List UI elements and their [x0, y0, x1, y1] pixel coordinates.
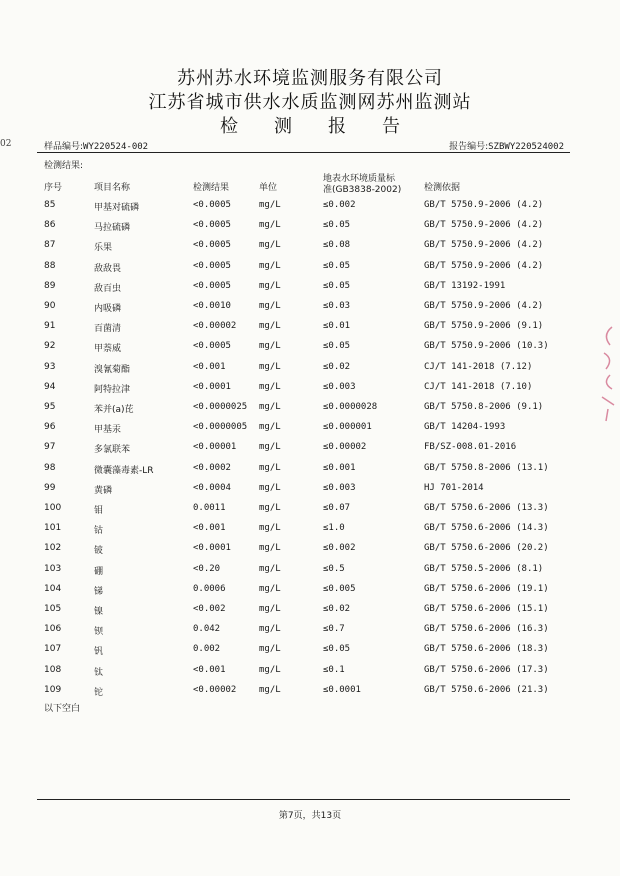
row-result: <0.0005	[193, 260, 231, 271]
row-unit: mg/L	[259, 684, 281, 695]
row-item-name: 乐果	[94, 243, 113, 254]
row-item-name: 百菌清	[94, 324, 122, 335]
table-row	[0, 624, 620, 644]
row-result: <0.0001	[193, 543, 231, 554]
results-label: 检测结果:	[44, 161, 84, 171]
table-row	[0, 483, 620, 503]
row-result: <0.20	[193, 563, 221, 574]
row-result: <0.0004	[193, 482, 231, 493]
row-basis: GB/T 5750.6-2006 (18.3)	[424, 644, 549, 655]
table-row	[0, 261, 620, 281]
row-basis: GB/T 5750.6-2006 (20.2)	[424, 543, 549, 554]
row-standard: ≤0.003	[323, 482, 356, 493]
table-row	[0, 362, 620, 382]
row-unit: mg/L	[259, 523, 281, 534]
row-standard: ≤0.003	[323, 381, 356, 392]
row-unit: mg/L	[259, 280, 281, 291]
col-header-standard-line1: 地表水环境质量标	[323, 174, 396, 184]
row-unit: mg/L	[259, 624, 281, 635]
row-basis: GB/T 5750.9-2006 (4.2)	[424, 301, 544, 311]
row-number: 91	[44, 321, 56, 332]
row-number: 90	[44, 301, 56, 311]
row-item-name: 钒	[94, 647, 104, 658]
row-number: 87	[44, 240, 56, 251]
row-basis: GB/T 14204-1993	[424, 422, 506, 433]
row-unit: mg/L	[259, 200, 281, 210]
table-row	[0, 685, 620, 705]
row-number: 104	[44, 583, 62, 594]
table-row	[0, 200, 620, 220]
table-row	[0, 644, 620, 664]
row-basis: FB/SZ-008.01-2016	[424, 442, 517, 453]
row-item-name: 溴氰菊酯	[94, 364, 131, 375]
page-footer: 第7页，共13页	[278, 811, 342, 821]
row-standard: ≤0.08	[323, 240, 351, 251]
row-basis: GB/T 5750.6-2006 (21.3)	[424, 684, 549, 695]
row-item-name: 锑	[94, 586, 104, 597]
row-result: <0.0005	[193, 240, 231, 251]
col-header-no: 序号	[44, 183, 63, 193]
row-standard: ≤0.002	[323, 543, 356, 554]
row-result: <0.0000005	[193, 422, 248, 433]
col-header-basis: 检测依据	[424, 183, 461, 193]
row-basis: GB/T 5750.9-2006 (9.1)	[424, 321, 544, 332]
row-standard: ≤0.02	[323, 604, 351, 614]
row-item-name: 微囊藻毒素-LR	[94, 465, 154, 476]
row-unit: mg/L	[259, 422, 281, 433]
row-number: 85	[44, 200, 56, 210]
row-number: 98	[44, 462, 56, 473]
row-unit: mg/L	[259, 563, 281, 574]
row-item-name: 铊	[94, 687, 104, 698]
row-number: 89	[44, 280, 56, 291]
row-unit: mg/L	[259, 240, 281, 251]
row-item-name: 钼	[94, 506, 104, 516]
row-result: 0.0011	[193, 503, 226, 513]
row-result: <0.0005	[193, 280, 231, 291]
table-row	[0, 665, 620, 685]
report-number-value: SZBWY220524002	[488, 142, 564, 152]
row-standard: ≤0.05	[323, 280, 351, 291]
row-number: 101	[44, 523, 62, 534]
row-standard: ≤0.02	[323, 361, 351, 372]
row-unit: mg/L	[259, 321, 281, 332]
table-row	[0, 422, 620, 442]
row-number: 108	[44, 664, 62, 675]
sample-number-label: 样品编号:	[44, 142, 84, 152]
table-row	[0, 503, 620, 523]
row-standard: ≤0.00002	[323, 442, 367, 453]
row-number: 107	[44, 644, 62, 655]
report-number-label: 报告编号:	[449, 142, 489, 152]
row-number: 105	[44, 604, 62, 614]
row-item-name: 苯并(a)芘	[94, 405, 134, 415]
row-item-name: 阿特拉津	[94, 384, 131, 395]
col-header-standard	[323, 174, 423, 196]
row-basis: CJ/T 141-2018 (7.10)	[424, 381, 533, 392]
row-item-name: 敌敌畏	[94, 263, 122, 274]
org-name-line1: 苏州苏水环境监测服务有限公司	[177, 68, 443, 89]
row-basis: GB/T 5750.8-2006 (9.1)	[424, 402, 544, 412]
row-item-name: 钛	[94, 667, 104, 678]
row-standard: ≤0.001	[323, 462, 356, 473]
row-basis: GB/T 5750.9-2006 (4.2)	[424, 260, 544, 271]
row-result: <0.00001	[193, 442, 237, 453]
row-number: 103	[44, 563, 62, 574]
row-basis: CJ/T 141-2018 (7.12)	[424, 361, 533, 372]
row-unit: mg/L	[259, 361, 281, 372]
row-basis: GB/T 5750.9-2006 (4.2)	[424, 220, 544, 231]
row-standard: ≤0.05	[323, 220, 351, 231]
row-unit: mg/L	[259, 644, 281, 655]
row-basis: GB/T 5750.6-2006 (14.3)	[424, 523, 549, 534]
row-unit: mg/L	[259, 341, 281, 352]
row-item-name: 甲基对硫磷	[94, 203, 140, 213]
table-row	[0, 463, 620, 483]
row-standard: ≤0.05	[323, 341, 351, 352]
row-standard: ≤0.7	[323, 624, 345, 635]
stamp-edge-mark	[598, 325, 618, 425]
row-number: 96	[44, 422, 56, 433]
row-standard: ≤0.03	[323, 301, 351, 311]
row-unit: mg/L	[259, 442, 281, 453]
table-row	[0, 281, 620, 301]
row-number: 86	[44, 220, 56, 231]
col-header-result: 检测结果	[193, 183, 230, 193]
row-item-name: 马拉硫磷	[94, 223, 131, 234]
table-row	[0, 220, 620, 240]
row-basis: GB/T 13192-1991	[424, 280, 506, 291]
sample-number	[44, 139, 148, 152]
row-standard: ≤0.000001	[323, 422, 372, 433]
table-row	[0, 604, 620, 624]
row-result: <0.0001	[193, 381, 231, 392]
row-result: 0.0006	[193, 583, 226, 594]
row-basis: GB/T 5750.6-2006 (16.3)	[424, 624, 549, 635]
col-header-standard-line2: 准(GB3838-2002)	[323, 185, 402, 195]
row-item-name: 内吸磷	[94, 304, 122, 314]
table-row	[0, 523, 620, 543]
table-row	[0, 543, 620, 563]
row-number: 93	[44, 361, 56, 372]
row-standard: ≤0.05	[323, 644, 351, 655]
table-row	[0, 341, 620, 361]
row-basis: GB/T 5750.6-2006 (19.1)	[424, 583, 549, 594]
row-item-name: 铍	[94, 546, 104, 557]
row-result: <0.00002	[193, 684, 237, 695]
row-standard: ≤0.05	[323, 260, 351, 271]
row-number: 88	[44, 260, 56, 271]
report-number	[449, 139, 564, 152]
row-standard: ≤0.01	[323, 321, 351, 332]
row-basis: GB/T 5750.9-2006 (4.2)	[424, 200, 544, 210]
row-unit: mg/L	[259, 462, 281, 473]
row-number: 99	[44, 482, 56, 493]
row-item-name: 钴	[94, 526, 104, 537]
row-number: 106	[44, 624, 62, 635]
row-unit: mg/L	[259, 301, 281, 311]
row-unit: mg/L	[259, 482, 281, 493]
margin-mark: 02	[0, 139, 12, 149]
row-result: <0.001	[193, 523, 226, 534]
col-header-item: 项目名称	[94, 183, 131, 193]
row-unit: mg/L	[259, 402, 281, 412]
row-unit: mg/L	[259, 220, 281, 231]
row-standard: ≤0.002	[323, 200, 356, 210]
row-item-name: 多氯联苯	[94, 445, 131, 456]
org-name-line2: 江苏省城市供水水质监测网苏州监测站	[148, 92, 472, 113]
table-row	[0, 584, 620, 604]
row-result: 0.002	[193, 644, 221, 655]
row-unit: mg/L	[259, 543, 281, 554]
row-standard: ≤0.0001	[323, 684, 361, 695]
header-rule	[37, 152, 570, 153]
table-row	[0, 402, 620, 422]
col-header-unit: 单位	[259, 183, 278, 193]
table-row	[0, 442, 620, 462]
row-standard: ≤0.5	[323, 563, 345, 574]
row-number: 100	[44, 503, 62, 513]
row-number: 109	[44, 684, 62, 695]
row-standard: ≤0.07	[323, 503, 351, 513]
row-basis: GB/T 5750.8-2006 (13.1)	[424, 462, 549, 473]
row-basis: GB/T 5750.9-2006 (4.2)	[424, 240, 544, 251]
row-item-name: 敌百虫	[94, 283, 122, 294]
row-result: <0.0010	[193, 301, 231, 311]
row-number: 92	[44, 341, 56, 352]
table-row	[0, 240, 620, 260]
row-basis: HJ 701-2014	[424, 482, 484, 493]
row-item-name: 钡	[94, 627, 104, 638]
row-standard: ≤0.0000028	[323, 402, 378, 412]
table-row	[0, 382, 620, 402]
row-result: <0.001	[193, 361, 226, 372]
row-result: <0.0005	[193, 200, 231, 210]
footer-rule	[37, 799, 570, 800]
table-row	[0, 301, 620, 321]
row-number: 102	[44, 543, 62, 554]
row-item-name: 镍	[94, 607, 104, 617]
sample-number-value: WY220524-002	[83, 142, 149, 152]
row-item-name: 硼	[94, 566, 104, 577]
row-basis: GB/T 5750.5-2006 (8.1)	[424, 563, 544, 574]
row-number: 97	[44, 442, 56, 453]
row-basis: GB/T 5750.6-2006 (15.1)	[424, 604, 549, 614]
row-result: 0.042	[193, 624, 221, 635]
row-item-name: 甲萘威	[94, 344, 122, 355]
row-item-name: 黄磷	[94, 485, 113, 496]
row-unit: mg/L	[259, 664, 281, 675]
row-standard: ≤0.005	[323, 583, 356, 594]
row-result: <0.001	[193, 664, 226, 675]
table-row	[0, 321, 620, 341]
row-result: <0.0000025	[193, 402, 248, 412]
row-basis: GB/T 5750.9-2006 (10.3)	[424, 341, 549, 352]
row-unit: mg/L	[259, 583, 281, 594]
row-unit: mg/L	[259, 604, 281, 614]
row-unit: mg/L	[259, 381, 281, 392]
row-result: <0.002	[193, 604, 226, 614]
row-result: <0.0005	[193, 220, 231, 231]
row-unit: mg/L	[259, 260, 281, 271]
row-basis: GB/T 5750.6-2006 (13.3)	[424, 503, 549, 513]
row-basis: GB/T 5750.6-2006 (17.3)	[424, 664, 549, 675]
report-title: 检测报告	[220, 116, 436, 137]
blank-note: 以下空白	[44, 704, 81, 714]
row-item-name: 甲基汞	[94, 425, 122, 436]
row-standard: ≤1.0	[323, 523, 345, 534]
row-result: <0.0002	[193, 462, 231, 473]
row-standard: ≤0.1	[323, 664, 345, 675]
row-unit: mg/L	[259, 503, 281, 513]
row-number: 94	[44, 381, 56, 392]
row-number: 95	[44, 402, 56, 412]
row-result: <0.0005	[193, 341, 231, 352]
table-row	[0, 564, 620, 584]
row-result: <0.00002	[193, 321, 237, 332]
